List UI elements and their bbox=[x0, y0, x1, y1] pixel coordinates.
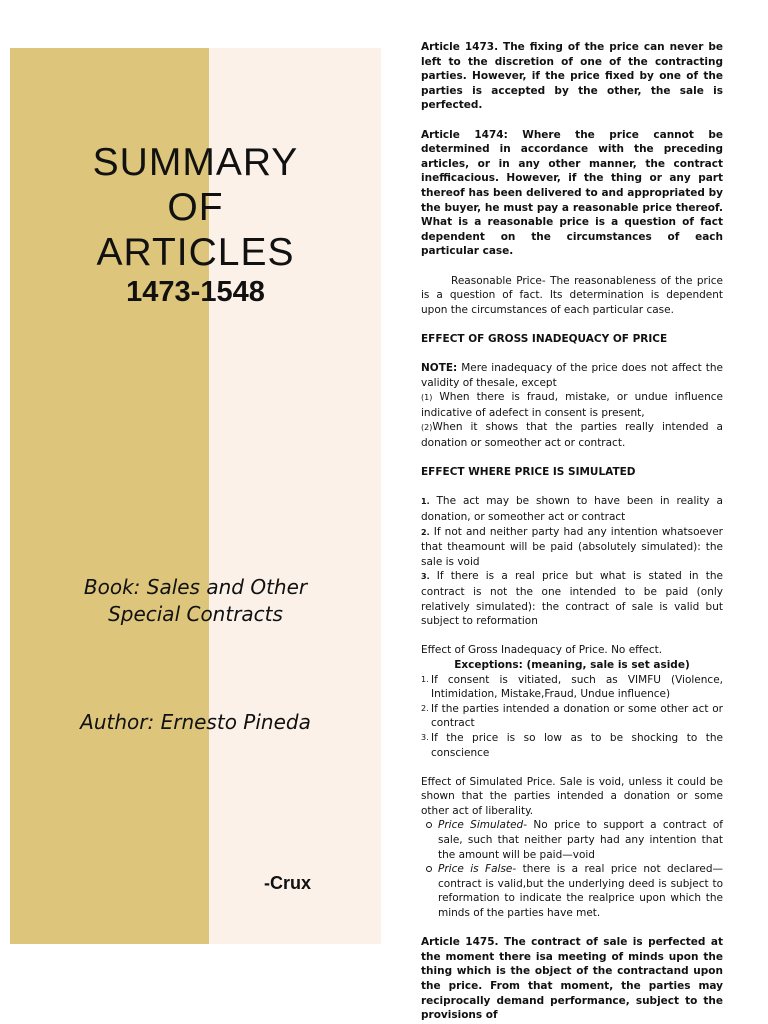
list-item-text: If not and neither party had any intention whatsoever that theamount will be paid (absolutely simulated): the sale is void bbox=[421, 525, 723, 568]
simulated-list-item bbox=[421, 494, 723, 524]
circle-bullet-icon bbox=[426, 822, 432, 828]
circle-bullet-icon bbox=[426, 866, 432, 872]
cover-title-line: SUMMARY bbox=[92, 141, 299, 184]
cover-article-range: 1473-1548 bbox=[126, 276, 265, 308]
note-item-text: When it shows that the parties really intended a donation or someother act or contract. bbox=[421, 421, 723, 450]
bullet-text: - there is a real price not declared—contract is valid,but the underlying deed is subject to reformation to indicate the realprice upon which the minds of the parties have met. bbox=[438, 863, 723, 920]
reasonable-price-text: - The reasonableness of the price is a question of fact. Its determination is dependent upon the circumstances of each particular case. bbox=[421, 274, 723, 316]
list-item-text: If consent is vitiated, such as VIMFU (Violence, Intimidation, Mistake,Fraud, Undue influence) bbox=[431, 673, 723, 701]
cover-signature: -Crux bbox=[264, 873, 312, 893]
article-1473: Article 1473. The fixing of the price can never be left to the discretion of one of the contracting parties. However, if the price fixed by one of the parties is accepted by the other, the sale is perfected. bbox=[421, 41, 723, 112]
gross-inadequacy-heading: EFFECT OF GROSS INADEQUACY OF PRICE bbox=[421, 332, 668, 345]
cover-title bbox=[10, 140, 381, 275]
simulated-effect-block bbox=[421, 775, 723, 921]
bullet-label: Price Simulated bbox=[438, 819, 524, 832]
exception-item bbox=[421, 702, 723, 731]
reasonable-price-label: Reasonable Price bbox=[451, 274, 542, 287]
note-block bbox=[421, 361, 723, 451]
note-item-text: When there is fraud, mistake, or undue influence indicative of adefect in consent is present, bbox=[421, 391, 723, 419]
note-item-number: (1) bbox=[421, 393, 433, 403]
gross-effect-block bbox=[421, 643, 723, 760]
list-number: 3. bbox=[421, 732, 429, 742]
simulated-list-item bbox=[421, 525, 723, 570]
list-number: 1. bbox=[421, 497, 430, 507]
note-intro bbox=[421, 361, 723, 390]
note-text: Mere inadequacy of the price does not affect the validity of thesale, except bbox=[421, 362, 723, 389]
bullet-text: - No price to support a contract of sale, such that neither party had any intention that the amount will be paid—void bbox=[438, 819, 723, 861]
gross-effect-line: Effect of Gross Inadequacy of Price. No effect. bbox=[421, 644, 663, 657]
cover-author: Author: Ernesto Pineda bbox=[80, 710, 311, 734]
cover-book-line: Special Contracts bbox=[108, 602, 283, 626]
list-number: 3. bbox=[421, 572, 430, 582]
article-1474: Article 1474: Where the price cannot be determined in accordance with the preceding articles, or in any other manner, the contract inefficacious. However, if the thing or any part thereof has been delivered to and appropriated by the buyer, he must pay a reasonable price thereof. What is a reasonable price is a question of fact dependent on the circumstances of each particular case. bbox=[421, 128, 723, 258]
cover-panel bbox=[10, 48, 381, 944]
simulated-price-heading: EFFECT WHERE PRICE IS SIMULATED bbox=[421, 466, 636, 479]
exception-item bbox=[421, 731, 723, 760]
list-number: 2. bbox=[421, 703, 429, 713]
exception-item bbox=[421, 673, 723, 702]
list-item-text: The act may be shown to have been in reality a donation, or someother act or contract bbox=[421, 495, 723, 523]
list-item-text: If there is a real price but what is stated in the contract is not the one intended to be paid (only relatively simulated): the contract of sale is valid but subject to reformation bbox=[421, 570, 723, 628]
note-item-number: (2) bbox=[421, 423, 433, 433]
cover-book-title bbox=[10, 574, 381, 628]
list-item-text: If the price is so low as to be shocking to the conscience bbox=[431, 731, 723, 759]
note-item bbox=[421, 390, 723, 420]
bullet-item bbox=[421, 818, 723, 862]
article-text-column bbox=[421, 40, 723, 1022]
list-number: 1. bbox=[421, 674, 429, 684]
note-item bbox=[421, 420, 723, 450]
list-number: 2. bbox=[421, 527, 430, 537]
simulated-list bbox=[421, 494, 723, 628]
cover-title-line: ARTICLES bbox=[96, 231, 295, 274]
cover-book-line: Book: Sales and Other bbox=[83, 575, 308, 599]
article-1475: Article 1475. The contract of sale is perfected at the moment there isa meeting of minds upon the thing which is the object of the contractand upon the price. From that moment, the parties may reciprocally demand performance, subject to the provisions of bbox=[421, 936, 723, 1022]
reasonable-price-paragraph bbox=[421, 274, 723, 318]
bullet-label: Price is False bbox=[438, 863, 513, 876]
note-label: NOTE: bbox=[421, 362, 458, 375]
exceptions-heading: Exceptions: (meaning, sale is set aside) bbox=[454, 658, 690, 671]
list-item-text: If the parties intended a donation or some other act or contract bbox=[431, 702, 723, 730]
bullet-item bbox=[421, 862, 723, 920]
simulated-list-item bbox=[421, 569, 723, 628]
simulated-effect-text: Effect of Simulated Price. Sale is void, unless it could be shown that the parties intended a donation or some other act of liberality. bbox=[421, 775, 723, 817]
cover-title-line: OF bbox=[167, 186, 224, 229]
